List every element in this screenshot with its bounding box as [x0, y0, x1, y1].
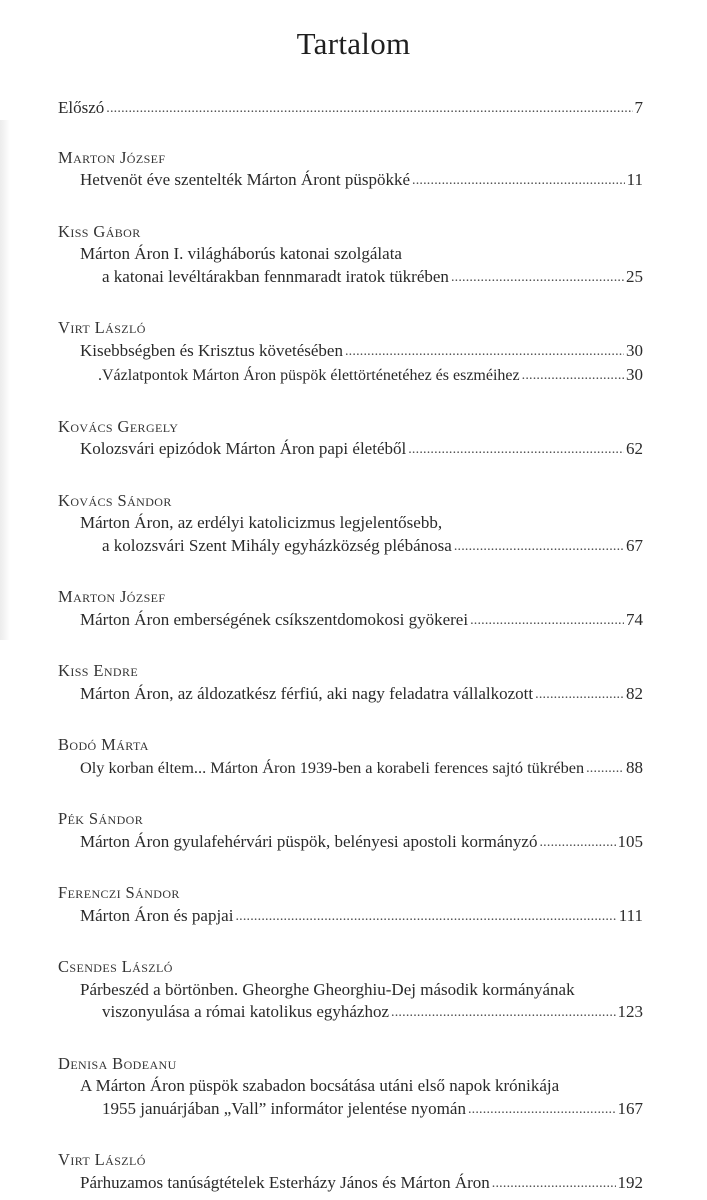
toc-title: Márton Áron, az áldozatkész férfiú, aki nagy feladatra vállalkozott: [80, 683, 534, 703]
toc-line: [58, 266, 643, 291]
page-number: 30: [626, 365, 643, 384]
toc-entry[interactable]: [58, 882, 643, 929]
toc-title-continued: 1955 januárjában „Vall” informátor jelentése nyomán: [102, 1098, 466, 1118]
author-name: Csendes László: [58, 957, 173, 976]
page-number: 30: [626, 340, 643, 360]
toc-entry[interactable]: [58, 1149, 643, 1196]
dot-leader: [492, 1171, 616, 1196]
toc-title: Márton Áron és papjai: [80, 905, 234, 925]
page-number: 111: [618, 905, 643, 925]
toc-entry[interactable]: [58, 808, 643, 855]
author-name: Kovács Sándor: [58, 490, 172, 510]
toc-entry[interactable]: [58, 490, 643, 560]
toc-entry[interactable]: [58, 221, 643, 291]
toc-title: Márton Áron emberségének csíkszentdomokosi gyökerei: [80, 609, 469, 629]
toc-line: [58, 609, 643, 634]
dot-leader: [586, 756, 624, 781]
toc-entry[interactable]: [58, 416, 643, 463]
toc-entry[interactable]: [58, 317, 643, 389]
dot-leader: [454, 534, 624, 559]
toc-entry[interactable]: [58, 734, 643, 781]
author-name: Kiss Endre: [58, 661, 139, 680]
page-number: 192: [617, 1172, 643, 1192]
dot-leader: [522, 363, 624, 388]
toc-title: Oly korban éltem... Márton Áron 1939-ben a korabeli ferences sajtó tükrében: [80, 757, 585, 777]
toc-title: Kolozsvári epizódok Márton Áron papi életéből: [80, 439, 407, 458]
author-name: Denisa Bodeanu: [58, 1053, 177, 1073]
author-name: Kovács Gergely: [58, 416, 179, 436]
toc-line: [58, 1001, 643, 1026]
toc-line: [58, 979, 643, 1002]
author-name: Virt László: [58, 1150, 146, 1169]
page-number: 67: [626, 535, 643, 555]
toc-subtitle: .Vázlatpontok Márton Áron püspök élettörténetéhez és eszméihez: [98, 367, 520, 384]
toc-line: [58, 757, 643, 782]
author-name: Virt László: [58, 318, 146, 337]
toc-title-continued: viszonyulása a római katolikus egyházhoz: [102, 1002, 390, 1021]
toc-entry[interactable]: [58, 586, 643, 633]
toc-title: Párbeszéd a börtönben. Gheorghe Gheorghiu-Dej második kormányának: [80, 979, 575, 999]
author-name: Marton József: [58, 587, 166, 606]
dot-leader: [345, 339, 624, 364]
toc-line: [58, 1075, 643, 1098]
toc-title-continued: a katonai levéltárakban fennmaradt iratok tükrében: [102, 266, 449, 286]
page-number: 62: [626, 439, 643, 458]
toc-title-continued: a kolozsvári Szent Mihály egyházközség plébánosa: [102, 535, 452, 555]
page-number: 123: [617, 1002, 643, 1021]
page-number: 82: [626, 683, 643, 703]
page-number: 167: [617, 1098, 643, 1118]
page-number: 11: [626, 170, 643, 189]
toc-title: Márton Áron I. világháborús katonai szolgálata: [80, 244, 402, 263]
page-number: 25: [626, 266, 643, 286]
dot-leader: [535, 682, 624, 707]
toc-line: [58, 438, 643, 463]
toc-line: [58, 683, 643, 708]
toc-line: [58, 535, 643, 560]
toc-title: Kisebbségben és Krisztus követésében: [80, 340, 343, 360]
page-number: 105: [617, 831, 643, 851]
dot-leader: [468, 1097, 616, 1122]
toc-title: Márton Áron gyulafehérvári püspök, belényesi apostoli kormányzó: [80, 831, 538, 851]
toc-entry[interactable]: [58, 660, 643, 707]
toc-entry-foreword[interactable]: [58, 97, 643, 122]
dot-leader: [539, 830, 615, 855]
dot-leader: [408, 437, 624, 462]
page-number: 88: [626, 757, 643, 777]
toc-title: Párhuzamos tanúságtételek Esterházy János és Márton Áron: [80, 1172, 490, 1192]
dot-leader: [451, 265, 624, 290]
toc-title: Hetvenöt éve szentelték Márton Áront püspökké: [80, 170, 410, 189]
author-name: Marton József: [58, 147, 166, 167]
author-name: Pék Sándor: [58, 809, 144, 828]
page-spine-shadow: [0, 120, 10, 640]
toc-line: [58, 905, 643, 930]
toc-line: [58, 243, 643, 266]
toc-entry[interactable]: [58, 1053, 643, 1123]
toc-line: [58, 512, 643, 535]
page-number: 74: [626, 609, 643, 629]
dot-leader: [391, 1000, 615, 1025]
toc-line: [58, 169, 643, 194]
page-number: 7: [634, 98, 643, 117]
toc-title: A Márton Áron püspök szabadon bocsátása utáni első napok krónikája: [80, 1076, 560, 1095]
toc-line: [58, 364, 643, 389]
dot-leader: [470, 608, 624, 633]
dot-leader: [412, 168, 625, 193]
author-name: Ferenczi Sándor: [58, 883, 180, 902]
toc-title: Márton Áron, az erdélyi katolicizmus legjelentősebb,: [80, 513, 443, 532]
toc-entry[interactable]: [58, 147, 643, 194]
toc-line: [58, 831, 643, 856]
author-name: Kiss Gábor: [58, 221, 141, 241]
dot-leader: [235, 904, 616, 929]
toc-line: [58, 340, 643, 365]
author-name: Bodó Márta: [58, 735, 149, 754]
toc-entry[interactable]: [58, 956, 643, 1026]
toc-line: [58, 1098, 643, 1123]
dot-leader: [106, 96, 632, 121]
toc-title: Előszó: [58, 98, 105, 117]
toc-line: [58, 97, 643, 122]
page-title: Tartalom: [296, 26, 411, 61]
toc-line: [58, 1172, 643, 1197]
table-of-contents: [58, 97, 643, 1196]
